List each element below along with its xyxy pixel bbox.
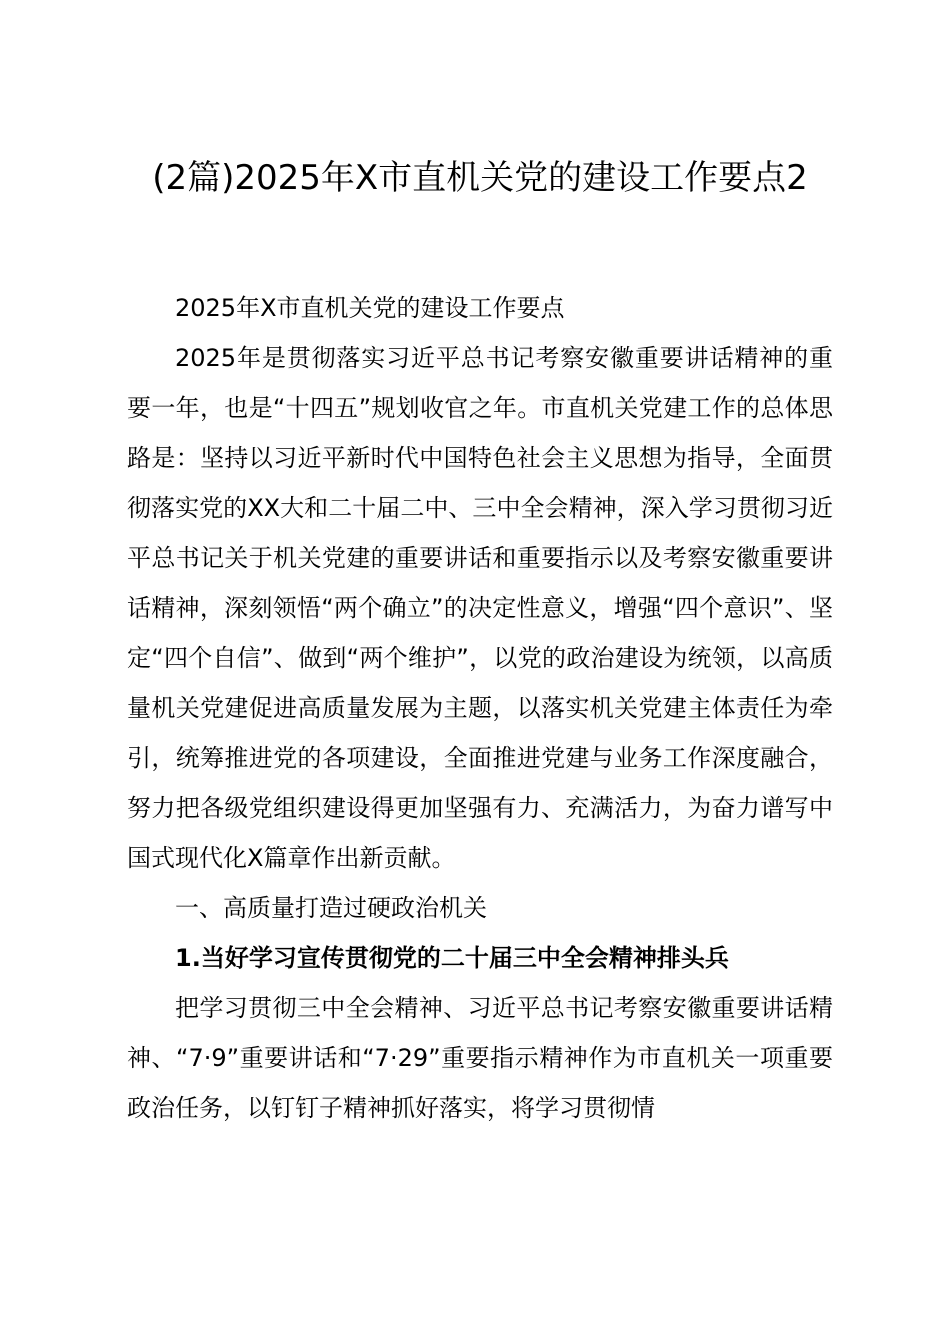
subtitle-paragraph: 2025年X市直机关党的建设工作要点 <box>175 294 565 322</box>
body-paragraph: 把学习贯彻三中全会精神、习近平总书记考察安徽重要讲话精神、“7·9”重要讲话和“7·29”重要指示精神作为市直机关一项重要政治任务，以钉钉子精神抓好落实，将学习贯彻情 <box>127 994 833 1122</box>
section-heading: 一、高质量打造过硬政治机关 <box>175 894 487 922</box>
intro-paragraph: 2025年是贯彻落实习近平总书记考察安徽重要讲话精神的重要一年，也是“十四五”规划收官之年。市直机关党建工作的总体思路是：坚持以习近平新时代中国特色社会主义思想为指导，全面贯彻落实党的XX大和二十届二中、三中全会精神，深入学习贯彻习近平总书记关于机关党建的重要讲话和重要指示以及考察安徽重要讲话精神，深刻领悟“两个确立”的决定性意义，增强“四个意识”、坚定“四个自信”、做到“两个维护”，以党的政治建设为统领，以高质量机关党建促进高质量发展为主题，以落实机关党建主体责任为牵引，统筹推进党的各项建设，全面推进党建与业务工作深度融合，努力把各级党组织建设得更加坚强有力、充满活力，为奋力谱写中国式现代化X篇章作出新贡献。 <box>127 344 833 872</box>
document-title: (2篇)2025年X市直机关党的建设工作要点2 <box>152 158 808 198</box>
document-body <box>127 283 833 1133</box>
subsection-heading: 1.当好学习宣传贯彻党的二十届三中全会精神排头兵 <box>175 944 729 972</box>
